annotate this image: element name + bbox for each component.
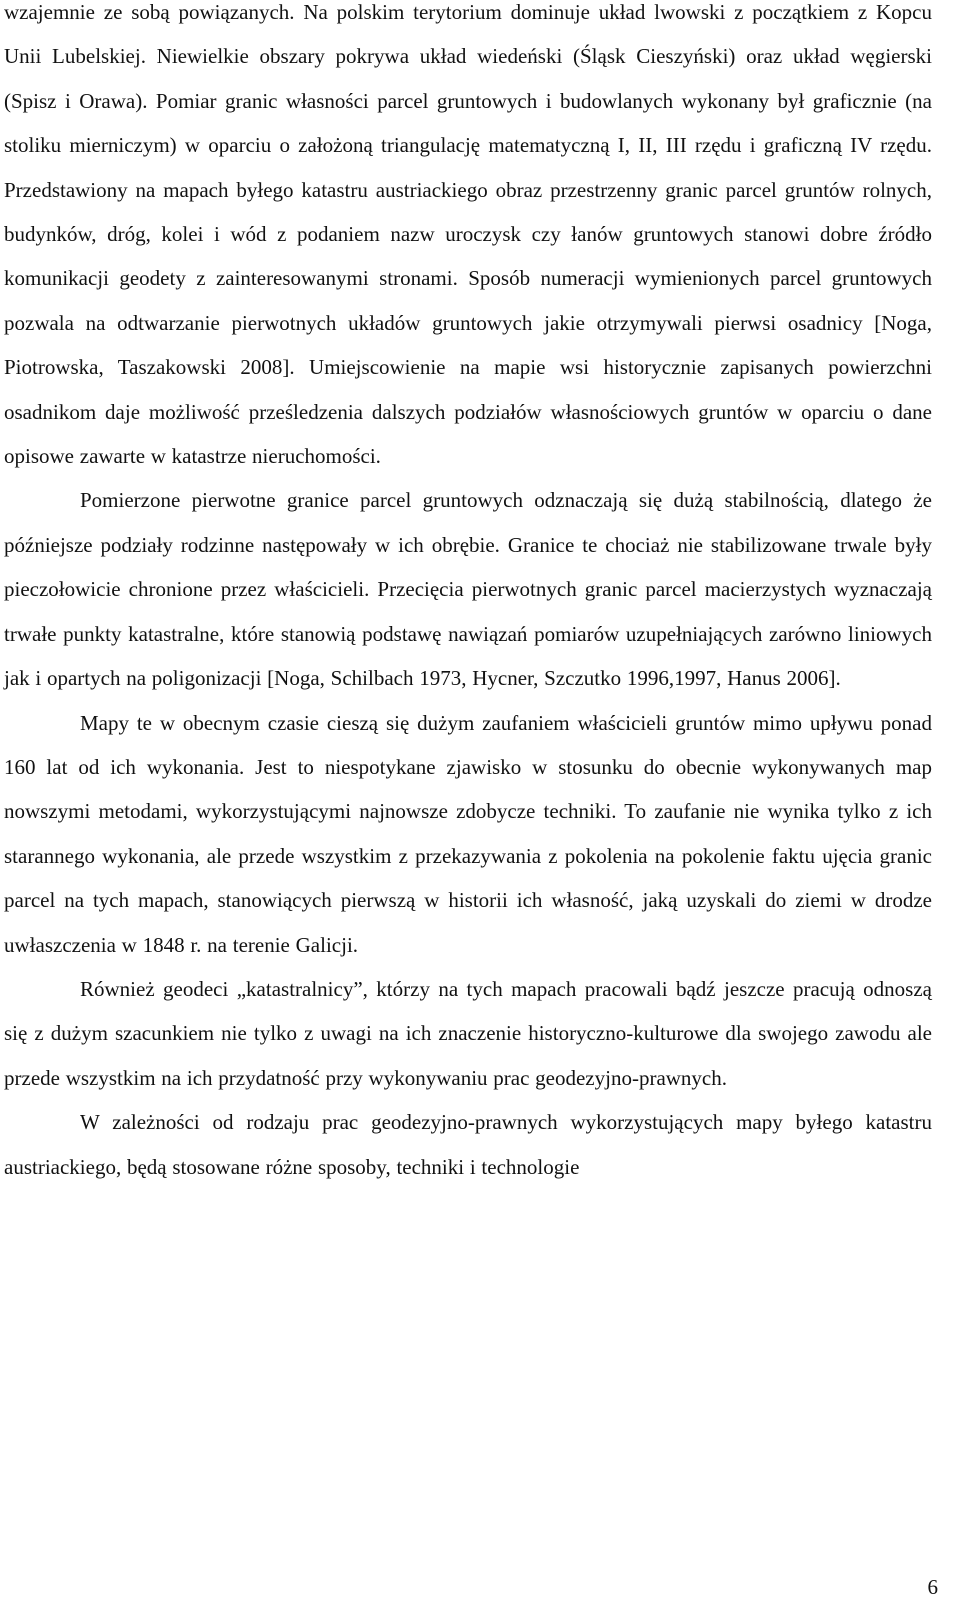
paragraph-surveyors-respect: Również geodeci „katastralnicy”, którzy na tych mapach pracowali bądź jeszcze pracują odnoszą się z dużym szacunkiem nie tylko z uwagi na ich znaczenie historyczno-kulturowe dla swojego zawodu ale przede wszystkim na ich przydatność przy wykonywaniu prac geodezyjno-prawnych. [4,976,932,1090]
paragraph-methods-intro: W zależności od rodzaju prac geodezyjno-prawnych wykorzystujących mapy byłego katastru austriackiego, będą stosowane różne sposoby, techniki i technologie [4,1110,932,1179]
page-number: 6 [927,1575,938,1599]
paragraph-owner-trust: Mapy te w obecnym czasie cieszą się dużym zaufaniem właścicieli gruntów mimo upływu ponad 160 lat od ich wykonania. Jest to niespotykane zjawisko w stosunku do obecnie wykonywanych map nowszymi metodami, wykorzystującymi najnowsze zdobycze techniki. To zaufanie nie wynika tylko z ich starannego wykonania, ale przede wszystkim z przekazywania z pokolenia na pokolenie faktu ujęcia granic parcel na tych mapach, stanowiących pierwszą w historii ich własność, jaką uzyskali do ziemi w drodze uwłaszczenia w 1848 r. na terenie Galicji. [4,710,932,957]
paragraph-cadastre-layouts: wzajemnie ze sobą powiązanych. Na polskim terytorium dominuje układ lwowski z początkiem z Kopcu Unii Lubelskiej. Niewielkie obszary pokrywa układ wiedeński (Śląsk Cieszyński) oraz układ węgierski (Spisz i Orawa). Pomiar granic własności parcel gruntowych i budowlanych wykonany był graficznie (na stoliku mierniczym) w oparciu o założoną triangulację matematyczną I, II, III rzędu i graficzną IV rzędu. Przedstawiony na mapach byłego katastru austriackiego obraz przestrzenny granic parcel gruntów rolnych, budynków, dróg, kolei i wód z podaniem nazw uroczysk czy łanów gruntowych stanowi dobre źródło komunikacji geodety z zainteresowanymi stronami. Sposób numeracji wymienionych parcel gruntowych pozwala na odtwarzanie pierwotnych układów gruntowych jakie otrzymywali pierwsi osadnicy [Noga, Piotrowska, Taszakowski 2008]. Umiejscowienie na mapie wsi historycznie zapisanych powierzchni osadnikom daje możliwość prześledzenia dalszych podziałów własnościowych gruntów w oparciu o dane opisowe zawarte w katastrze nieruchomości. [4,0,932,469]
document-page [4,0,932,1189]
paragraph-boundary-stability: Pomierzone pierwotne granice parcel gruntowych odznaczają się dużą stabilnością, dlatego że późniejsze podziały rodzinne następowały w ich obrębie. Granice te chociaż nie stabilizowane trwale były pieczołowicie chronione przez właścicieli. Przecięcia pierwotnych granic parcel macierzystych wyznaczają trwałe punkty katastralne, które stanowią podstawę nawiązań pomiarów uzupełniających zarówno liniowych jak i opartych na poligonizacji [Noga, Schilbach 1973, Hycner, Szczutko 1996,1997, Hanus 2006]. [4,488,932,691]
